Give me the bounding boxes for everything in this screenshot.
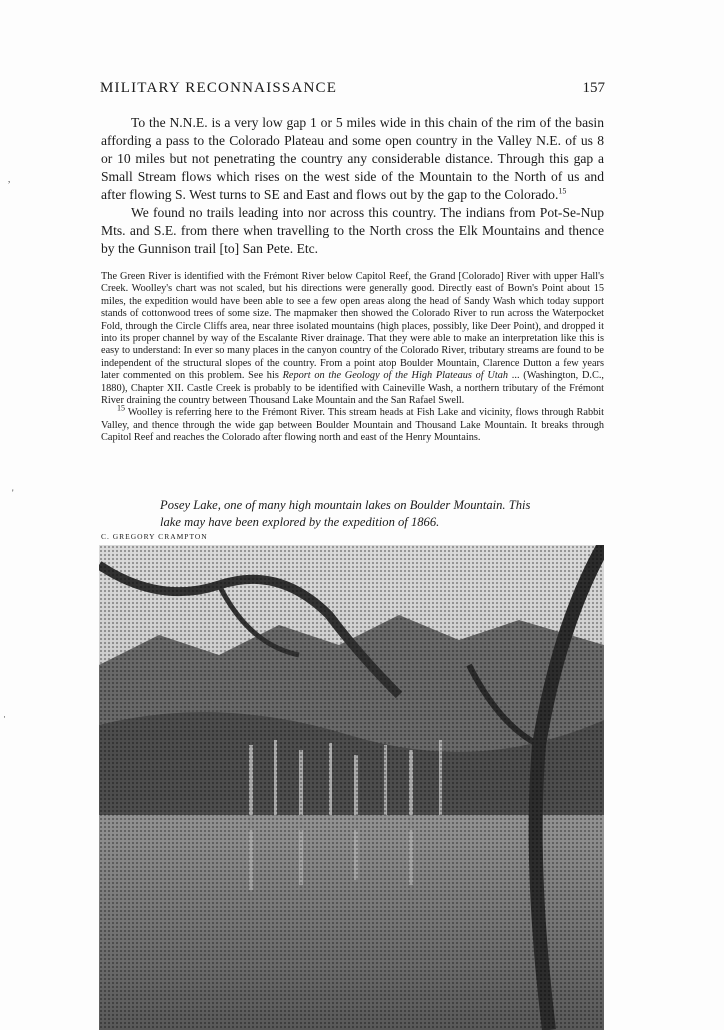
footnote-text: ... (Washington, D.C., 1880), Chapter XII. Castle Creek is probably to be identified with Caineville Wash, a northern tributary of the Frémont River draining the country between Thousand Lake Mountain and the San Rafael Swell. <box>101 370 605 407</box>
footnote-text: Woolley is referring here to the Frémont River. This stream heads at Fish Lake and vicinity, flows through Rabbit Valley, and thence through the wide gap between Boulder Mountain and Thousand Lake Mountain. It breaks through Capitol Reef and reaches the Colorado after flowing north and east of the Henry Mountains. <box>101 407 605 444</box>
halftone-image <box>99 545 604 1030</box>
paragraph: We found no trails leading into nor across this country. The indians from Pot-Se-Nup Mts. and S.E. from there when travelling to the North cross the Elk Mountains and thence by the Gunnison trail [to] San Pete. Etc. <box>101 205 604 256</box>
footnote <box>101 271 604 407</box>
paragraph <box>101 114 604 204</box>
footnote-text: The Green River is identified with the Frémont River below Capitol Reef, the Grand [Colorado] River with upper Hall's Creek. Woolley's chart was not scaled, but his directions were generally good. Directly east of Bown's Point about 15 miles, the expedition would have been able to see a few open areas along the head of Sandy Wash which today support stands of cottonwood trees of some size. The mapmaker then showed the Colorado River to run across the Waterpocket Fold, through the Circle Cliffs area, near three isolated mountains (high places, possibly, like Deer Point), and dropped it into its proper channel by way of the Escalante River drainage. That they were able to make an interpretation like this is easy to understand: In ever so many places in the canyon country of the Colorado River, tributary streams are found to be independent of the structural slopes of the country. From a point atop Boulder Mountain, Clarence Dutton a few years later commented on this problem. See his <box>101 271 604 382</box>
photo-credit: C. GREGORY CRAMPTON <box>101 532 208 541</box>
lake-photo <box>99 545 604 1030</box>
footnotes <box>101 271 604 445</box>
page-header <box>100 80 605 102</box>
running-head: MILITARY RECONNAISSANCE <box>100 80 338 96</box>
paragraph-text: To the N.N.E. is a very low gap 1 or 5 miles wide in this chain of the rim of the basin affording a pass to the Colorado Plateau and some open country in the Valley N.E. of us 8 or 10 miles but not penetrating the country any considerable distance. Through this gap a Small Stream flows which rises on the west side of the Mountain to the North of us and after flowing S. West turns to SE and East and flows out by the gap to the Colorado. <box>101 115 604 202</box>
margin-mark: ' <box>12 488 14 498</box>
footnote-number: 15 <box>117 404 125 414</box>
footnote-ref[interactable]: 15 <box>558 186 567 196</box>
margin-mark: , <box>8 174 11 184</box>
footnote <box>101 404 605 444</box>
figure-caption: Posey Lake, one of many high mountain lakes on Boulder Mountain. This lake may have been explored by the expedition of 1866. <box>160 498 531 529</box>
margin-mark: · <box>3 712 6 722</box>
main-text <box>101 114 604 258</box>
page-number: 157 <box>582 80 605 96</box>
cited-title: Report on the Geology of the High Plateaus of Utah <box>282 370 509 382</box>
